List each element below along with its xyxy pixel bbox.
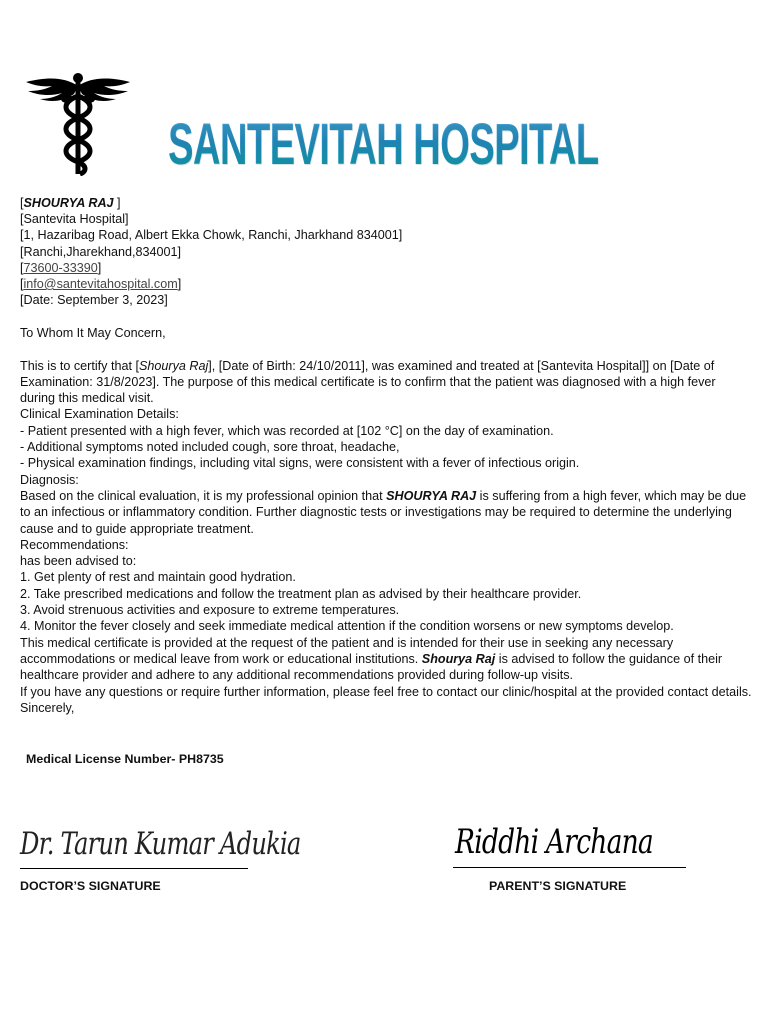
letter-date: [Date: September 3, 2023] <box>20 293 168 308</box>
patient-name-bold: SHOURYA RAJ <box>386 488 477 503</box>
recommendations-intro: has been advised to: <box>20 554 137 569</box>
recommendation-item: 3. Avoid strenuous activities and exposure to extreme temperatures. <box>20 603 400 618</box>
sender-phone-line: [73600-33390] <box>20 260 102 275</box>
letter-body <box>20 325 752 716</box>
sender-address-block <box>20 195 402 308</box>
sender-name-line: [SHOURYA RAJ ] <box>20 196 121 210</box>
email-link[interactable]: info@santevitahospital.com <box>23 277 178 292</box>
cert-text-b: ], [Date of Birth: 24/10/2011], was examined and treated at [Santevita Hospital]] on [Date of Examination: 31/8/2023]. The purpose of this medical certificate is to confirm that the patient was diagnosed with a high fever during this medical visit. <box>20 358 716 406</box>
diagnosis-heading: Diagnosis: <box>20 472 79 487</box>
doctor-signature-text: Dr. Tarun Kumar Adukia <box>20 826 301 862</box>
clinical-heading: Clinical Examination Details: <box>20 407 179 422</box>
doctor-signature <box>20 826 301 870</box>
clinical-item: - Physical examination findings, including vital signs, were consistent with a fever of infectious origin. <box>20 456 580 471</box>
sender-city: [Ranchi,Jharekhand,834001] <box>20 244 182 259</box>
phone-link[interactable]: 73600-33390 <box>23 260 98 275</box>
salutation: To Whom It May Concern, <box>20 326 166 340</box>
caduceus-icon <box>22 72 134 176</box>
cert-text-a: This is to certify that [ <box>20 358 139 373</box>
parent-signature-label: PARENT’S SIGNATURE <box>489 879 627 893</box>
parent-signature-text: Riddhi Archana <box>455 822 653 862</box>
parent-signature <box>455 822 687 870</box>
patient-name: SHOURYA RAJ <box>23 196 114 210</box>
clinical-item: - Additional symptoms noted included cough, sore throat, headache, <box>20 440 400 455</box>
clinical-item: - Patient presented with a high fever, which was recorded at [102 °C] on the day of examination. <box>20 423 554 438</box>
diagnosis-paragraph <box>20 488 752 537</box>
recommendation-item: 4. Monitor the fever closely and seek immediate medical attention if the condition worsens or new symptoms develop. <box>20 619 674 634</box>
recommendations-heading: Recommendations: <box>20 537 129 552</box>
patient-name-bold-2: Shourya Raj <box>421 651 496 666</box>
certificate-purpose-paragraph <box>20 635 752 684</box>
sender-email-line: [info@santevitahospital.com] <box>20 277 182 292</box>
diag-text-a: Based on the clinical evaluation, it is my professional opinion that <box>20 488 387 503</box>
doctor-signature-label: DOCTOR’S SIGNATURE <box>20 879 161 893</box>
hospital-name: SANTEVITAH HOSPITAL <box>168 110 599 180</box>
diag-text-b: is suffering from a high fever, which may be due to an infectious or inflammatory condition. Further diagnostic tests or investigations may be required to determine the underlying cause and to guide appropriate treatment. <box>20 488 747 536</box>
purpose-text-b: is advised to follow the guidance of their healthcare provider and adhere to any additional recommendations provided during follow-up visits. <box>20 651 723 683</box>
certification-paragraph <box>20 358 752 407</box>
parent-signature-line <box>453 867 686 868</box>
recommendation-item: 1. Get plenty of rest and maintain good hydration. <box>20 570 296 585</box>
medical-license-number: Medical License Number- PH8735 <box>26 752 224 766</box>
recommendation-item: 2. Take prescribed medications and follow the treatment plan as advised by their healthcare provider. <box>20 586 582 601</box>
sender-street: [1, Hazaribag Road, Albert Ekka Chowk, Ranchi, Jharkhand 834001] <box>20 228 403 243</box>
sender-org: [Santevita Hospital] <box>20 212 129 227</box>
purpose-text-a: This medical certificate is provided at the request of the patient and is intended for their use in seeking any necessary accommodations or medical leave from work or educational institutions. <box>20 635 674 666</box>
closing: Sincerely, <box>20 700 75 715</box>
doctor-signature-line <box>20 868 248 869</box>
patient-name-inline: Shourya Raj <box>138 358 209 373</box>
contact-paragraph: If you have any questions or require further information, please feel free to contact our clinic/hospital at the provided contact details. <box>20 684 752 699</box>
